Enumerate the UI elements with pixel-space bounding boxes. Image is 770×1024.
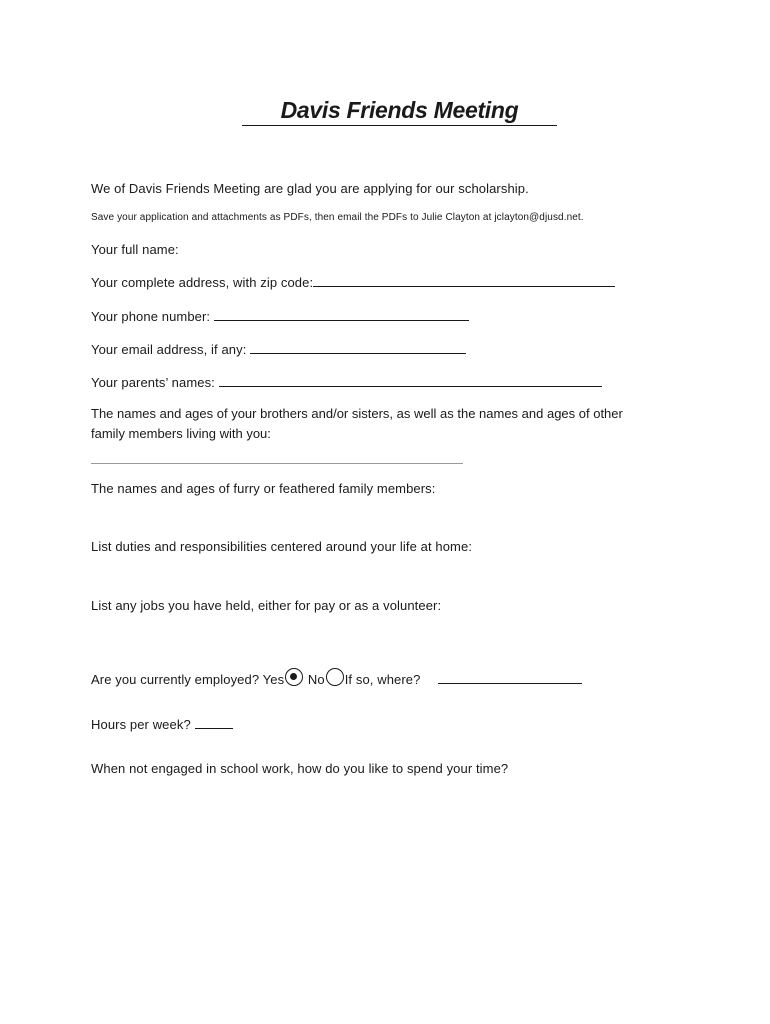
address-label: Your complete address, with zip code: <box>91 275 314 290</box>
where-label: If so, where? <box>344 672 421 687</box>
jobs-label: List any jobs you have held, either for pay or as a volunteer: <box>91 598 442 613</box>
where-field[interactable] <box>438 671 582 684</box>
yes-radio[interactable] <box>285 668 303 686</box>
email-field[interactable] <box>250 341 466 354</box>
siblings-field[interactable] <box>91 463 463 464</box>
address-row <box>91 274 615 290</box>
siblings-label: The names and ages of your brothers and/or sisters, as well as the names and ages of other family members living with you: <box>91 406 623 441</box>
parents-label: Your parents’ names: <box>91 375 215 390</box>
parents-row <box>91 374 602 390</box>
phone-label: Your phone number: <box>91 309 211 324</box>
intro-text: We of Davis Friends Meeting are glad you are applying for our scholarship. <box>91 181 529 196</box>
email-label: Your email address, if any: <box>91 342 247 357</box>
yes-label: Yes <box>262 672 285 687</box>
hours-label: Hours per week? <box>91 717 191 732</box>
full-name-label: Your full name: <box>91 242 179 257</box>
no-radio[interactable] <box>326 668 344 686</box>
hours-row <box>91 716 233 732</box>
pets-label: The names and ages of furry or feathered family members: <box>91 481 436 496</box>
duties-label: List duties and responsibilities centered around your life at home: <box>91 539 473 554</box>
employed-label: Are you currently employed? <box>91 672 260 687</box>
employment-row <box>91 668 582 687</box>
phone-field[interactable] <box>214 308 469 321</box>
radio-selected-dot <box>290 673 297 680</box>
free-time-label: When not engaged in school work, how do you like to spend your time? <box>91 761 509 776</box>
instructions-text: Save your application and attachments as PDFs, then email the PDFs to Julie Clayton at jclayton@djusd.net. <box>91 212 584 223</box>
phone-row <box>91 308 469 324</box>
email-row <box>91 341 466 357</box>
no-label: No <box>307 672 325 687</box>
address-field[interactable] <box>313 274 615 287</box>
form-title: Davis Friends Meeting <box>242 97 557 126</box>
hours-field[interactable] <box>195 716 233 729</box>
parents-field[interactable] <box>219 374 602 387</box>
